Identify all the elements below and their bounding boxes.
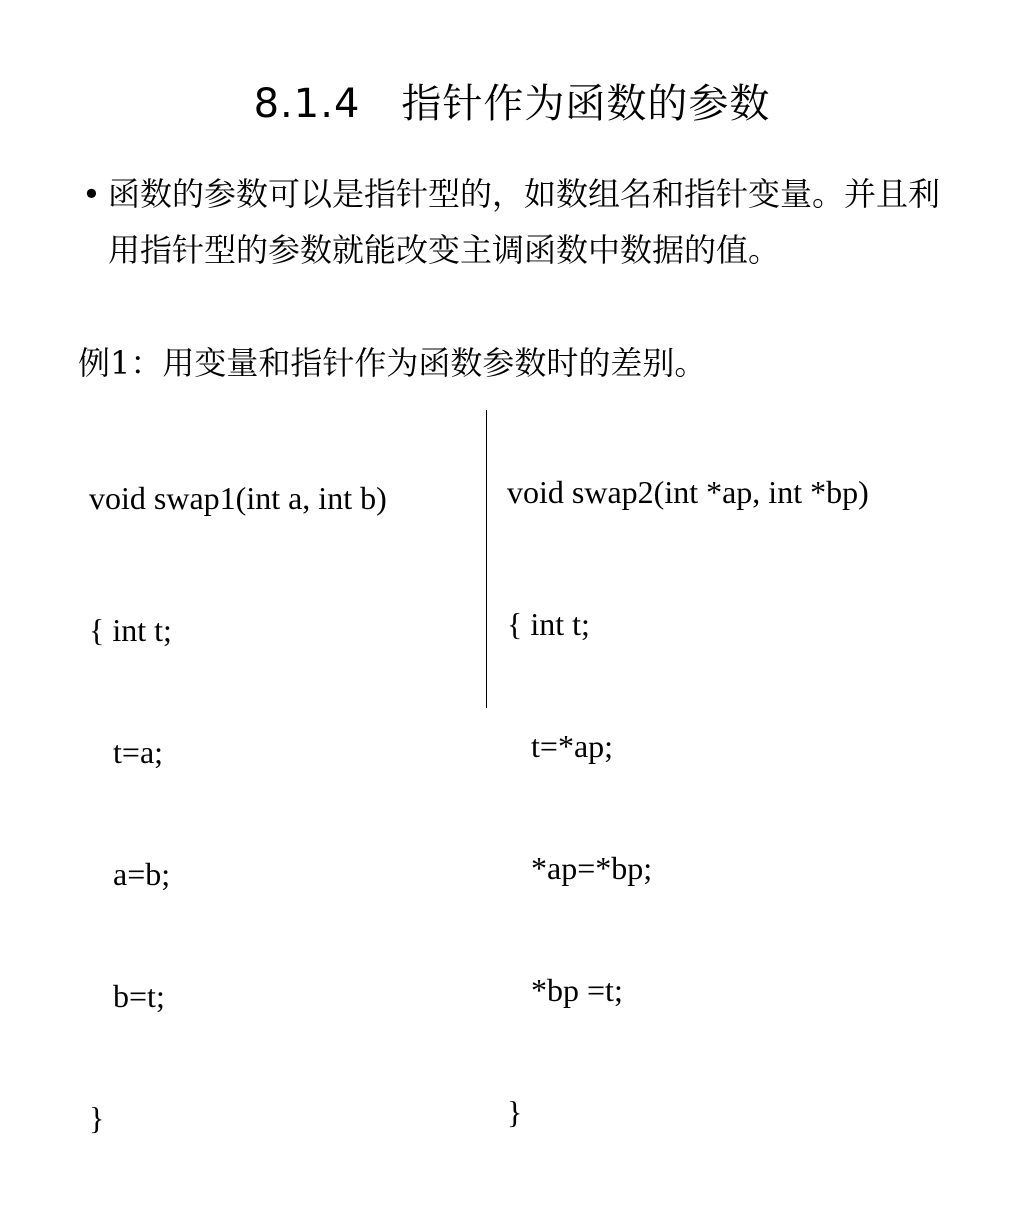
slide-title: 8.1.4 指针作为函数的参数 <box>253 81 771 127</box>
code-block-swap2 <box>507 396 987 1210</box>
code-line: { int t; <box>507 606 590 642</box>
code-block-swap1 <box>89 402 469 1216</box>
column-divider <box>486 410 487 708</box>
code-header-swap1: void swap1(int a, int b) <box>89 480 387 516</box>
bullet-text: 函数的参数可以是指针型的，如数组名和指针变量。并且利用指针型的参数就能改变主调函数中数据的值。 <box>108 175 941 269</box>
code-line: { int t; <box>89 612 172 648</box>
code-line: *ap=*bp; <box>507 850 653 886</box>
code-line: a=b; <box>89 856 171 892</box>
example-caption: 例1：用变量和指针作为函数参数时的差别。 <box>78 344 707 382</box>
code-line: t=a; <box>89 734 164 770</box>
bullet-marker: • <box>82 175 101 213</box>
code-line: t=*ap; <box>507 728 614 764</box>
bullet-point <box>82 166 962 278</box>
code-line: *bp =t; <box>507 972 623 1008</box>
code-line: } <box>507 1094 523 1130</box>
code-header-swap2: void swap2(int *ap, int *bp) <box>507 474 869 510</box>
code-line: } <box>89 1100 105 1136</box>
code-line: b=t; <box>89 978 165 1014</box>
